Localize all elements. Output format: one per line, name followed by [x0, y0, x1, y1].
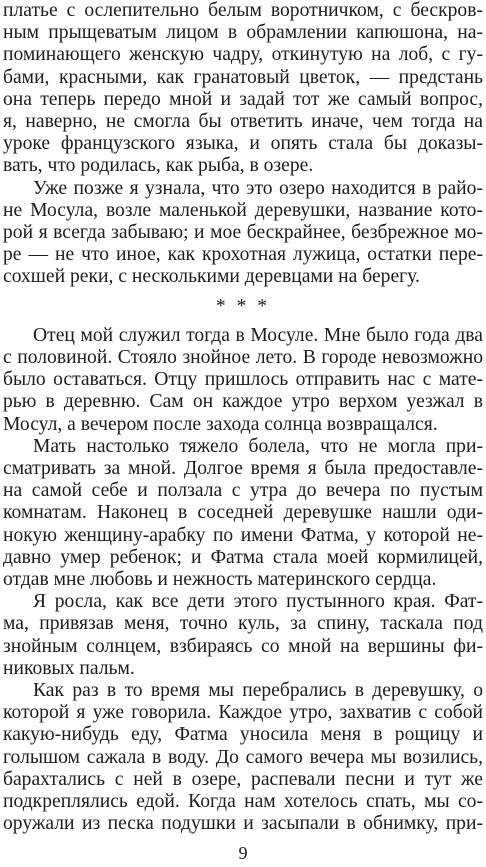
- page-number: 9: [238, 843, 248, 863]
- paragraph-first-line: Отец мой служил тогда в Мосуле. Мне было года два: [33, 324, 483, 346]
- text-line: уроке французского языка, и опять стала бы доказы-: [3, 133, 483, 155]
- text-line: отдав мне любовь и нежность материнского сердца.: [3, 569, 437, 590]
- paragraph-first-line: Мать настолько тяжело болела, что не могла при-: [33, 435, 483, 457]
- text-line: она теперь передо мной и задай тот же самый вопрос,: [3, 88, 483, 110]
- text-line: которой я уже говорила. Каждое утро, захватив с собой: [3, 702, 483, 724]
- text-line: голышом сажала в воду. До самого вечера мы возились,: [3, 746, 483, 768]
- text-line: давно умер ребенок; и Фатма стала моей кормилицей,: [3, 546, 483, 568]
- text-line: вать, что родилась, как рыба, в озере.: [3, 155, 314, 177]
- text-line: с половиной. Стояло знойное лето. В городе невозможно: [3, 347, 483, 368]
- text-line: Мосул, а вечером после захода солнца возвращался.: [3, 413, 438, 435]
- text-line: бами, красными, как гранатовый цветок, — предстань: [3, 66, 483, 88]
- text-line: рой я всегда забываю; и мое бескрайнее, безбрежное мо-: [3, 222, 483, 243]
- text-line: ма, привязав меня, точно куль, за спину, таскала под: [3, 613, 483, 635]
- text-line: на самой себе и ползала с утра до вечера по пустым: [3, 480, 483, 502]
- text-line: сматривать за мной. Долгое время я была предоставле-: [3, 458, 483, 479]
- text-line: какую-нибудь еду, Фатма уносила меня в рощицу и: [3, 724, 483, 746]
- paragraph-first-line: Как раз в то время мы перебрались в деревушку, о: [33, 680, 483, 701]
- text-line: комнатам. Наконец в соседней деревушке нашли оди-: [3, 502, 483, 524]
- section-separator: * * *: [215, 295, 268, 317]
- text-line: поминающего женскую чадру, откинутую на лоб, с гу-: [3, 44, 483, 66]
- text-line: никовых пальм.: [3, 657, 135, 679]
- text-line: подкреплялись едой. Когда нам хотелось спать, мы со-: [3, 791, 483, 812]
- text-line: я, наверно, не смогла бы ответить иначе, чем тогда на: [3, 111, 483, 132]
- text-line: барахтались с ней в озере, распевали песни и тут же: [3, 768, 483, 790]
- paragraph-first-line: Уже позже я узнала, что это озеро находится в райо-: [33, 177, 483, 199]
- text-line: ным прыщеватым лицом в обрамлении капюшона, на-: [3, 22, 483, 44]
- text-line: знойным солнцем, взбираясь со мной на вершины фи-: [3, 635, 483, 657]
- text-line: оружали из песка подушки и засыпали в обнимку, при-: [3, 813, 483, 835]
- text-line: рью в деревню. Сам он каждое утро верхом уезжал в: [3, 391, 483, 413]
- text-line: ре — не что иное, как крохотная лужица, остатки пере-: [3, 244, 483, 266]
- text-line: сохшей реки, с несколькими деревцами на берегу.: [3, 266, 420, 288]
- text-line: не Мосула, возле маленькой деревушки, название кото-: [3, 199, 483, 221]
- text-line: платье с ослепительно белым воротничком, с бескров-: [3, 0, 483, 21]
- paragraph-first-line: Я росла, как все дети этого пустынного края. Фат-: [33, 591, 483, 613]
- text-line: было оставаться. Отцу пришлось отправить нас с мате-: [3, 369, 483, 391]
- text-line: нокую женщину-арабку по имени Фатма, у которой не-: [3, 524, 483, 546]
